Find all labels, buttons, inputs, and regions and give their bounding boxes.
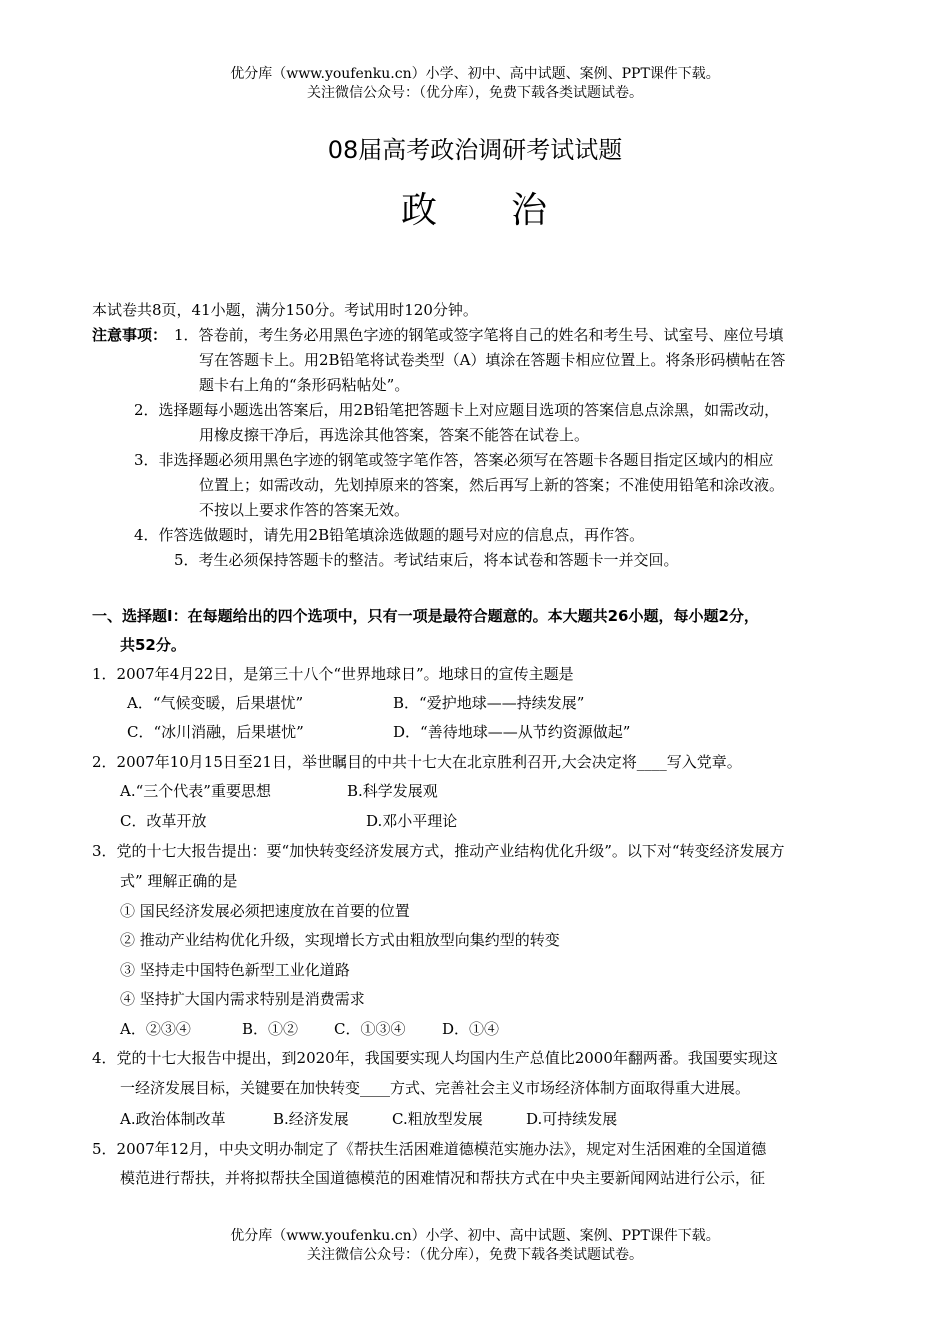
- q1-option-c: C．“冰川消融，后果堪忧”: [127, 723, 304, 741]
- q3-option-d: D．①④: [442, 1020, 500, 1038]
- q3-option-b: B．①②: [242, 1020, 299, 1038]
- q2-option-a: A.“三个代表”重要思想: [120, 782, 271, 800]
- notice-label: 注意事项：: [92, 326, 168, 344]
- header-line-2: 关注微信公众号：（优分库），免费下载各类试题试卷。: [307, 85, 643, 101]
- notice-3-line-3: 不按以上要求作答的答案无效。: [199, 501, 410, 519]
- q4-option-d: D.可持续发展: [526, 1110, 618, 1128]
- q4-stem-line-2: 一经济发展目标，关键要在加快转变____方式、完善社会主义市场经济体制方面取得重大进展。: [120, 1079, 751, 1097]
- notice-4-line-1: 4．作答选做题时，请先用2B铅笔填涂选做题的题号对应的信息点，再作答。: [134, 526, 645, 544]
- footer-line-2: 关注微信公众号：（优分库），免费下载各类试题试卷。: [307, 1247, 643, 1263]
- footer-line-1: 优分库（www.youfenku.cn）小学、初中、高中试题、案例、PPT课件下载。: [230, 1228, 720, 1244]
- q5-stem-line-2: 模范进行帮扶，并将拟帮扶全国道德模范的困难情况和帮扶方式在中央主要新闻网站进行公示，征: [120, 1169, 766, 1187]
- notice-1-line-2: 写在答题卡上。用2B铅笔将试卷类型（A）填涂在答题卡相应位置上。将条形码横帖在答: [199, 351, 786, 369]
- q4-stem-line-1: 4．党的十七大报告中提出，到2020年，我国要实现人均国内生产总值比2000年翻两番。我国要实现这: [92, 1049, 778, 1067]
- notice-2-line-1: 2．选择题每小题选出答案后，用2B铅笔把答题卡上对应题目选项的答案信息点涂黑，如需改动，: [134, 401, 780, 419]
- q1-stem: 1．2007年4月22日，是第三十八个“世界地球日”。地球日的宣传主题是: [92, 665, 574, 683]
- notice-1-line-3: 题卡右上角的“条形码粘帖处”。: [199, 376, 410, 394]
- exam-title: 08届高考政治调研考试试题: [327, 136, 623, 164]
- q1-option-b: B．“爱护地球——持续发展”: [393, 694, 585, 712]
- subject-heading: [0, 182, 950, 233]
- q2-stem: 2．2007年10月15日至21日，举世瞩目的中共十七大在北京胜利召开,大会决定将____写入党章。: [92, 753, 742, 771]
- q3-option-a: A．②③④: [120, 1020, 191, 1038]
- q4-option-a: A.政治体制改革: [120, 1110, 226, 1128]
- q4-option-c: C.粗放型发展: [392, 1110, 483, 1128]
- page-footer: [0, 1227, 950, 1265]
- notice-1-line-1: 1．答卷前，考生务必用黑色字迹的钢笔或签字笔将自己的姓名和考生号、试室号、座位号填: [174, 326, 784, 344]
- subject-char-1: 政: [400, 190, 439, 231]
- notice-3-line-2: 位置上；如需改动，先划掉原来的答案，然后再写上新的答案；不准使用铅笔和涂改液。: [199, 476, 785, 494]
- q3-statement-2: ② 推动产业结构优化升级，实现增长方式由粗放型向集约型的转变: [120, 931, 560, 949]
- header-line-1: 优分库（www.youfenku.cn）小学、初中、高中试题、案例、PPT课件下载。: [230, 66, 720, 82]
- q4-option-b: B.经济发展: [273, 1110, 349, 1128]
- q3-stem-line-1: 3．党的十七大报告提出：要“加快转变经济发展方式，推动产业结构优化升级”。以下对“转变经济发展方: [92, 842, 785, 860]
- q3-statement-4: ④ 坚持扩大国内需求特别是消费需求: [120, 990, 365, 1008]
- section-1-heading-line-2: 共52分。: [120, 636, 186, 654]
- notice-3-line-1: 3．非选择题必须用黑色字迹的钢笔或签字笔作答，答案必须写在答题卡各题目指定区域内的相应: [134, 451, 774, 469]
- page-header: [0, 65, 950, 103]
- q1-option-d: D．“善待地球——从节约资源做起”: [393, 723, 631, 741]
- q1-option-a: A．“气候变暖，后果堪忧”: [127, 694, 304, 712]
- notice-5-line-1: 5．考生必须保持答题卡的整洁。考试结束后，将本试卷和答题卡一并交回。: [174, 551, 679, 569]
- q5-stem-line-1: 5．2007年12月，中央文明办制定了《帮扶生活困难道德模范实施办法》，规定对生活困难的全国道德: [92, 1140, 767, 1158]
- q2-option-b: B.科学发展观: [347, 782, 438, 800]
- q3-statement-1: ① 国民经济发展必须把速度放在首要的位置: [120, 902, 410, 920]
- q2-option-c: C．改革开放: [120, 812, 207, 830]
- q3-option-c: C．①③④: [334, 1020, 406, 1038]
- q3-stem-line-2: 式” 理解正确的是: [120, 872, 238, 890]
- exam-intro: 本试卷共8页，41小题，满分150分。考试用时120分钟。: [92, 301, 478, 319]
- q3-statement-3: ③ 坚持走中国特色新型工业化道路: [120, 961, 350, 979]
- section-1-heading-line-1: 一、选择题Ⅰ：在每题给出的四个选项中，只有一项是最符合题意的。本大题共26小题，每小题2分，: [92, 607, 759, 625]
- subject-char-2: 治: [511, 190, 550, 231]
- q2-option-d: D.邓小平理论: [366, 812, 458, 830]
- notice-2-line-2: 用橡皮擦干净后，再选涂其他答案，答案不能答在试卷上。: [199, 426, 590, 444]
